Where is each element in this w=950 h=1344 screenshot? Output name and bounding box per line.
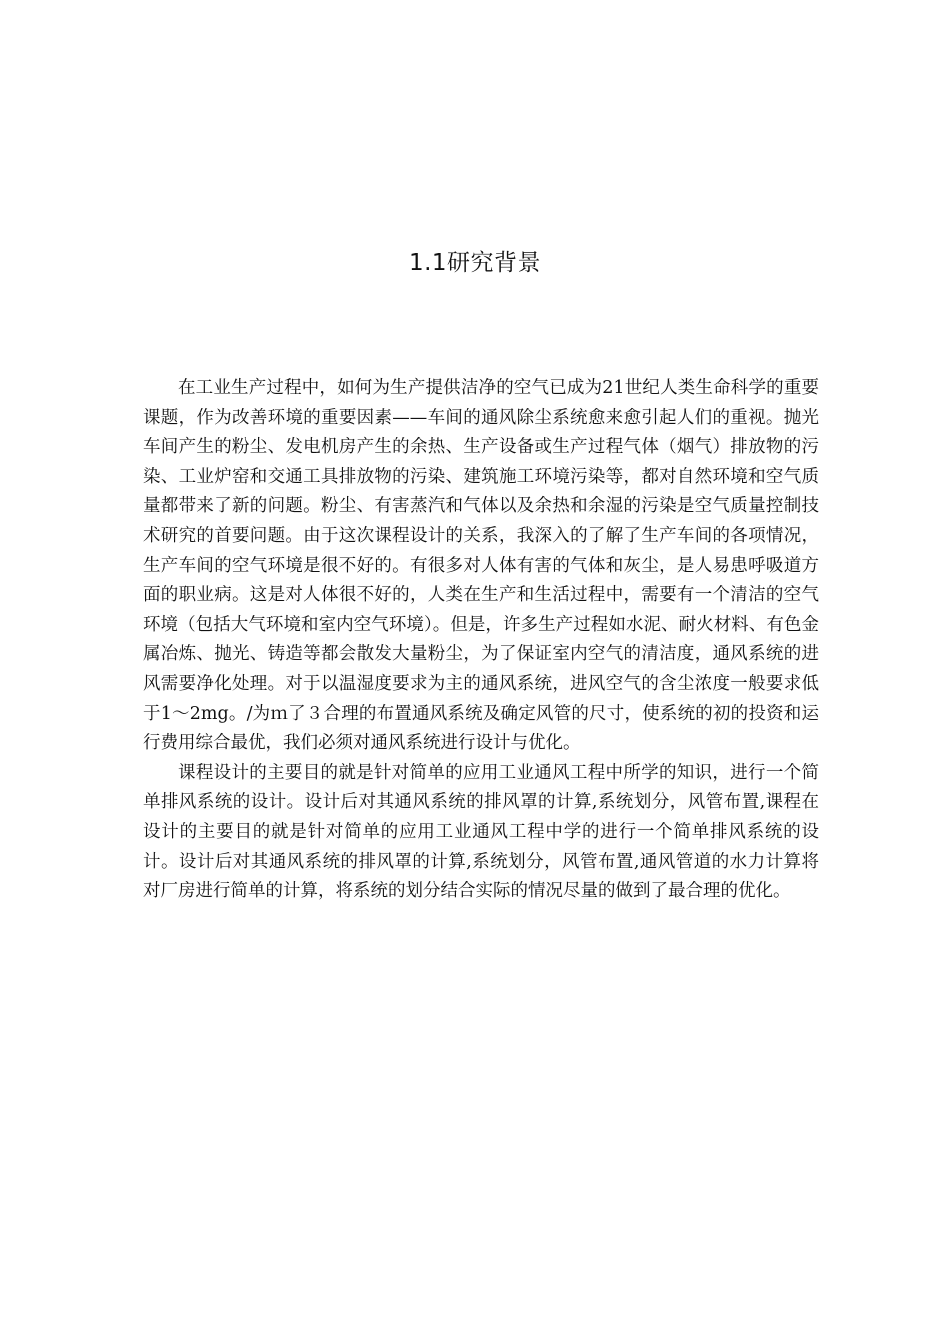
- paragraph-design-purpose: 课程设计的主要目的就是针对简单的应用工业通风工程中所学的知识，进行一个简单排风系统的设计。设计后对其通风系统的排风罩的计算,系统划分，风管布置,课程在设计的主要目的就是针对简单的应用工业通风工程中学的进行一个简单排风系统的设计。设计后对其通风系统的排风罩的计算,系统划分，风管布置,通风管道的水力计算将对厂房进行简单的计算，将系统的划分结合实际的情况尽量的做到了最合理的优化。: [143, 762, 819, 902]
- section-title: 1.1研究背景: [408, 250, 542, 276]
- body-text: [143, 374, 819, 907]
- paragraph-background: 在工业生产过程中，如何为生产提供洁净的空气已成为21世纪人类生命科学的重要课题，作为改善环境的重要因素——车间的通风除尘系统愈来愈引起人们的重视。抛光车间产生的粉尘、发电机房产生的余热、生产设备或生产过程气体（烟气）排放物的污染、工业炉窑和交通工具排放物的污染、建筑施工环境污染等，都对自然环境和空气质量都带来了新的问题。粉尘、有害蒸汽和气体以及余热和余湿的污染是空气质量控制技术研究的首要问题。由于这次课程设计的关系，我深入的了解了生产车间的各项情况，生产车间的空气环境是很不好的。有很多对人体有害的气体和灰尘，是人易患呼吸道方面的职业病。这是对人体很不好的，人类在生产和生活过程中，需要有一个清洁的空气环境（包括大气环境和室内空气环境）。但是，许多生产过程如水泥、耐火材料、有色金属冶炼、抛光、铸造等都会散发大量粉尘，为了保证室内空气的清洁度，通风系统的进风需要净化处理。对于以温湿度要求为主的通风系统，进风空气的含尘浓度一般要求低于1～2mg。/为ｍ了３合理的布置通风系统及确定风管的尺寸，使系统的初的投资和运行费用综合最优，我们必须对通风系统进行设计与优化。: [143, 378, 819, 754]
